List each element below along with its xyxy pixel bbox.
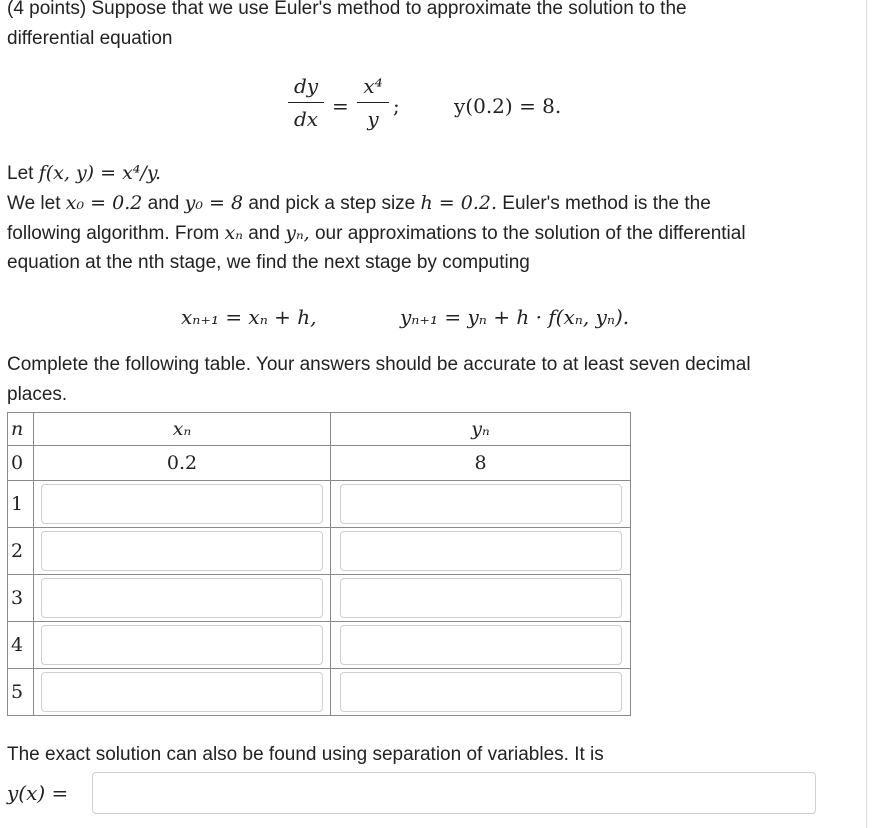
instructions-line2: places.: [7, 384, 68, 405]
row4-x-cell: [34, 622, 331, 669]
y3-input[interactable]: [340, 578, 622, 618]
text-approximations: our approximations to the solution of the differential: [314, 223, 746, 244]
xn-symbol: xₙ: [224, 222, 243, 244]
row1-n: 1: [8, 481, 34, 528]
exact-solution-label: y(x) =: [7, 781, 69, 805]
initial-condition: y(0.2) = 8.: [454, 94, 562, 118]
y-recurrence: yₙ₊₁ = yₙ + h · f(xₙ, yₙ).: [400, 305, 630, 329]
row0-x: 0.2: [34, 446, 331, 481]
x0-value: x₀ = 0.2: [65, 192, 143, 214]
table-row: [8, 528, 631, 575]
table-header-row: [8, 413, 631, 446]
header-n: n: [8, 413, 34, 446]
paragraph-line2: [7, 218, 746, 249]
let-label: Let: [7, 163, 34, 184]
y4-input[interactable]: [340, 625, 622, 665]
dy-dx-fraction: [288, 74, 324, 131]
text-we-let: We let: [7, 193, 61, 214]
y1-input[interactable]: [340, 484, 622, 524]
euler-table: [7, 412, 631, 716]
table-row: [8, 669, 631, 716]
y5-input[interactable]: [340, 672, 622, 712]
x2-input[interactable]: [41, 531, 323, 571]
x3-input[interactable]: [41, 578, 323, 618]
text-and: and: [147, 193, 180, 214]
exact-solution-input[interactable]: [92, 772, 816, 814]
row2-n: 2: [8, 528, 34, 575]
row0-n: 0: [8, 446, 34, 481]
row4-n: 4: [8, 622, 34, 669]
problem-intro-line1: (4 points) Suppose that we use Euler's method to approximate the solution to the: [7, 0, 687, 19]
f-formula: f(x, y) = x⁴/y.: [38, 162, 162, 184]
row3-n: 3: [8, 575, 34, 622]
header-xn: xₙ: [34, 413, 331, 446]
row2-x-cell: [34, 528, 331, 575]
exact-solution-text: The exact solution can also be found using separation of variables. It is: [7, 744, 604, 765]
fraction-denominator: y: [367, 107, 379, 131]
paragraph-line3: equation at the nth stage, we find the next stage by computing: [7, 252, 530, 273]
row4-y-cell: [331, 622, 631, 669]
row0-y: 8: [331, 446, 631, 481]
table-row: [8, 575, 631, 622]
y0-value: y₀ = 8: [184, 192, 244, 214]
x1-input[interactable]: [41, 484, 323, 524]
semicolon: ;: [393, 94, 400, 118]
yn-symbol: yₙ,: [285, 222, 310, 244]
x4-over-y-fraction: [357, 74, 389, 131]
let-f-definition: [7, 158, 161, 189]
row1-x-cell: [34, 481, 331, 528]
equals-sign: =: [332, 94, 349, 118]
row5-y-cell: [331, 669, 631, 716]
fraction-denominator: dx: [293, 107, 319, 131]
row1-y-cell: [331, 481, 631, 528]
instructions-line1: Complete the following table. Your answers should be accurate to at least seven decimal: [7, 354, 751, 375]
text-step-size: and pick a step size: [248, 193, 416, 214]
paragraph-line1: [7, 188, 711, 219]
header-yn: yₙ: [331, 413, 631, 446]
problem-intro-line2: differential equation: [7, 28, 173, 49]
text-from: following algorithm. From: [7, 223, 220, 244]
table-row: [8, 481, 631, 528]
table-row: [8, 446, 631, 481]
x-recurrence: xₙ₊₁ = xₙ + h,: [181, 305, 317, 329]
fraction-numerator: x⁴: [363, 74, 383, 98]
row3-x-cell: [34, 575, 331, 622]
text-and: and: [248, 223, 280, 244]
panel-right-border: [866, 0, 867, 828]
y2-input[interactable]: [340, 531, 622, 571]
row5-n: 5: [8, 669, 34, 716]
row3-y-cell: [331, 575, 631, 622]
h-value: h = 0.2.: [420, 192, 498, 214]
table-row: [8, 622, 631, 669]
x5-input[interactable]: [41, 672, 323, 712]
row2-y-cell: [331, 528, 631, 575]
x4-input[interactable]: [41, 625, 323, 665]
row5-x-cell: [34, 669, 331, 716]
text-euler: Euler's method is the the: [502, 193, 711, 214]
fraction-numerator: dy: [293, 74, 319, 98]
